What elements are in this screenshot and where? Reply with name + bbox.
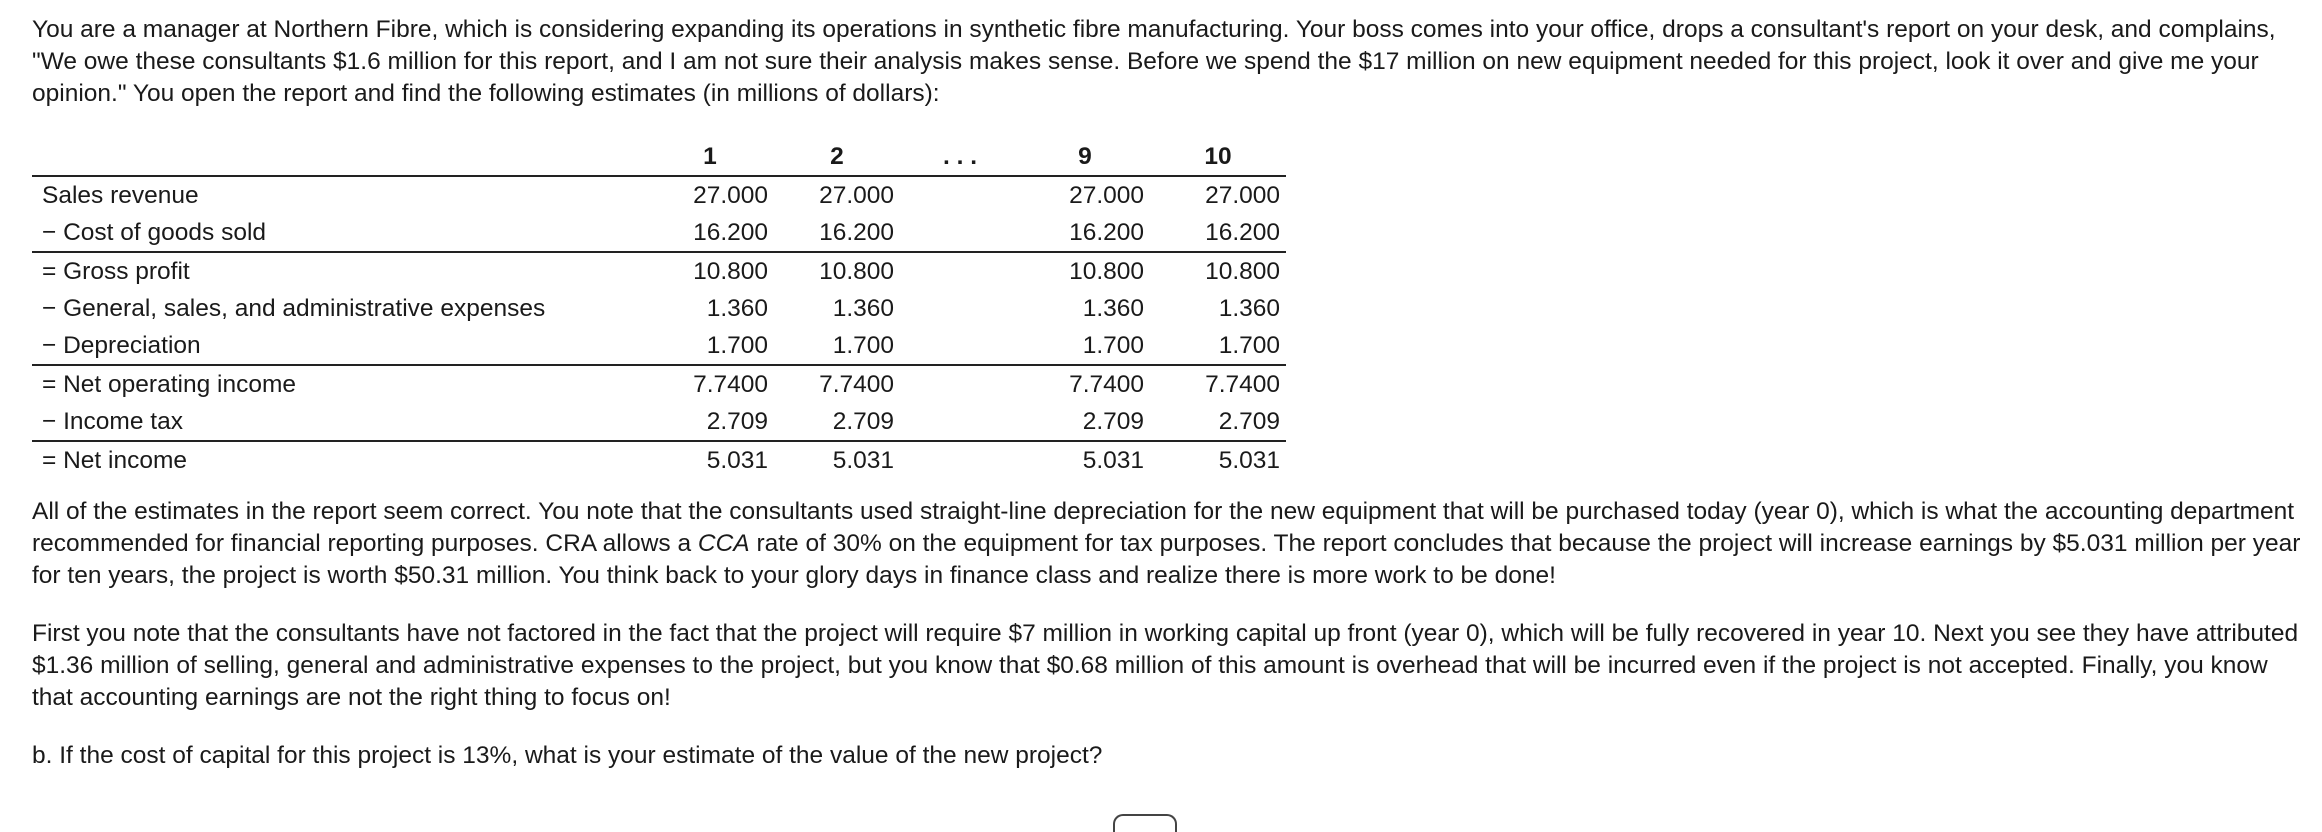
cell-ellipsis — [900, 441, 1020, 479]
cell-year-10: 10.800 — [1150, 252, 1286, 290]
cell-year-1: 27.000 — [693, 182, 768, 209]
paragraph-text-part: All of the estimates in the report seem correct. You note that the consultants used straight-line depreciation for the new equipment that will be purchased today (year 0), which is what the accounting department recommended for financial reporting purposes. CRA allows a — [32, 498, 2295, 557]
row-label: = Gross profit — [32, 252, 646, 290]
cell-year-1: 1.360 — [706, 295, 768, 322]
cell-year-2: 27.000 — [819, 182, 894, 209]
cell-ellipsis — [900, 252, 1020, 290]
cell-year-10: 16.200 — [1205, 219, 1280, 246]
header-year-9: 9 — [1020, 138, 1150, 176]
table-header-row — [32, 138, 1286, 176]
cell-year-2: 5.031 — [774, 441, 900, 479]
cell-year-10: 2.709 — [1218, 408, 1280, 435]
table-row-sga-expenses — [32, 290, 1286, 327]
cell-ellipsis — [900, 290, 1020, 327]
cell-year-9: 7.7400 — [1020, 365, 1150, 403]
cell-year-1: 2.709 — [706, 408, 768, 435]
cell-year-10: 27.000 — [1205, 182, 1280, 209]
cell-ellipsis — [900, 176, 1020, 214]
table-row-gross-profit — [32, 252, 1286, 290]
cell-year-9: 10.800 — [1020, 252, 1150, 290]
cell-year-9: 2.709 — [1082, 408, 1144, 435]
intro-paragraph: You are a manager at Northern Fibre, which is considering expanding its operations in synthetic fibre manufacturing. Your boss comes into your office, drops a consultant's report on your desk, and complains, "We owe these consultants $1.6 million for this report, and I am not sure their analysis makes sense. Before we spend the $17 million on new equipment needed for this project, look it over and give me your opinion." You open the report and find the following estimates (in millions of dollars): — [32, 16, 2276, 107]
cell-year-1: 7.7400 — [646, 365, 774, 403]
cca-term: CCA — [697, 530, 750, 557]
row-label: − Income tax — [42, 408, 183, 435]
table-row-depreciation — [32, 327, 1286, 365]
cell-year-2: 1.360 — [832, 295, 894, 322]
working-capital-paragraph: First you note that the consultants have not factored in the fact that the project will require $7 million in working capital up front (year 0), which will be fully recovered in year 10. Next you see they have attributed $1.36 million of selling, general and administrative expenses to the project, but you know that $0.68 million of this amount is overhead that will be incurred even if the project is not accepted. Finally, you know that accounting earnings are not the right thing to focus on! — [32, 620, 2299, 711]
table-row-income-tax — [32, 403, 1286, 441]
cell-year-10: 7.7400 — [1150, 365, 1286, 403]
header-year-2: 2 — [774, 138, 900, 176]
answer-box-edge[interactable] — [1113, 814, 1177, 832]
header-year-1: 1 — [646, 138, 774, 176]
cell-year-2: 10.800 — [774, 252, 900, 290]
cell-year-1: 10.800 — [646, 252, 774, 290]
table-row-cost-of-goods-sold — [32, 214, 1286, 252]
row-label: = Net income — [32, 441, 646, 479]
cell-year-9: 27.000 — [1069, 182, 1144, 209]
cell-year-1: 1.700 — [706, 332, 768, 359]
row-label: Sales revenue — [42, 182, 199, 209]
row-label: − Depreciation — [42, 332, 201, 359]
header-year-10: 10 — [1150, 138, 1286, 176]
cell-year-2: 7.7400 — [774, 365, 900, 403]
table-row-sales-revenue — [32, 176, 1286, 214]
cell-ellipsis — [900, 365, 1020, 403]
cell-year-9: 1.700 — [1082, 332, 1144, 359]
cell-year-10: 1.700 — [1218, 332, 1280, 359]
cell-year-1: 5.031 — [646, 441, 774, 479]
income-statement-table — [32, 138, 1286, 479]
header-ellipsis: . . . — [900, 138, 1020, 176]
cell-year-9: 16.200 — [1069, 219, 1144, 246]
table-row-net-operating-income — [32, 365, 1286, 403]
table-row-net-income — [32, 441, 1286, 479]
cell-ellipsis — [900, 403, 1020, 441]
cell-year-10: 1.360 — [1218, 295, 1280, 322]
cell-year-2: 2.709 — [832, 408, 894, 435]
cell-ellipsis — [900, 327, 1020, 365]
cell-ellipsis — [900, 214, 1020, 252]
row-label: = Net operating income — [32, 365, 646, 403]
depreciation-paragraph — [32, 496, 2307, 592]
cell-year-1: 16.200 — [693, 219, 768, 246]
cell-year-9: 1.360 — [1082, 295, 1144, 322]
cell-year-10: 5.031 — [1150, 441, 1286, 479]
header-label — [32, 138, 646, 176]
cell-year-9: 5.031 — [1020, 441, 1150, 479]
cell-year-2: 16.200 — [819, 219, 894, 246]
row-label: − General, sales, and administrative expenses — [42, 295, 546, 322]
cell-year-2: 1.700 — [832, 332, 894, 359]
row-label: − Cost of goods sold — [42, 219, 267, 246]
question-b: b. If the cost of capital for this project is 13%, what is your estimate of the value of the new project? — [32, 742, 1103, 769]
paragraph-text-part: rate of 30% on the equipment for tax purposes. The report concludes that because the project will increase earnings by $5.031 million per year for ten years, the project is worth $50.31 million. You think back to your glory days in finance class and realize there is more work to be done! — [32, 530, 2301, 589]
